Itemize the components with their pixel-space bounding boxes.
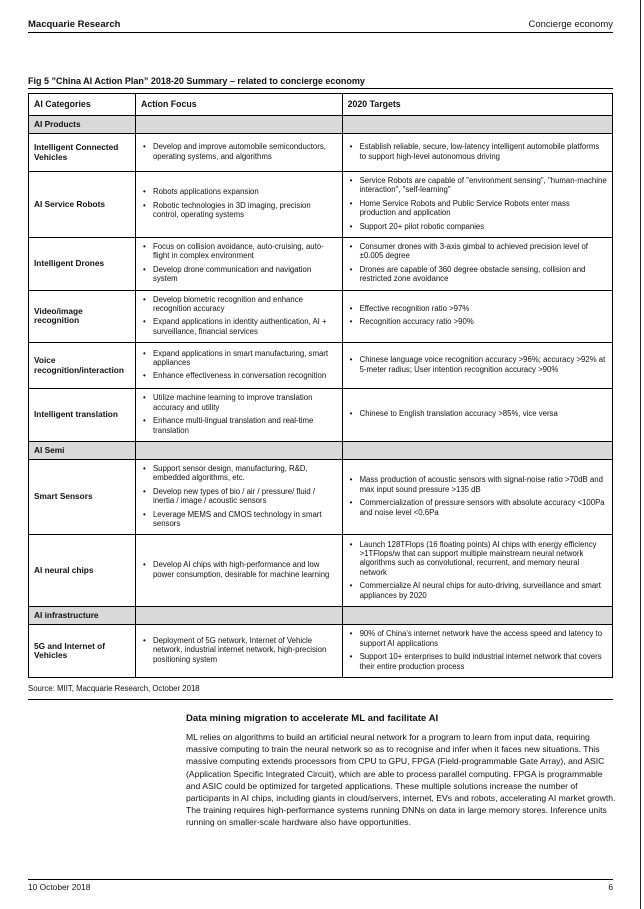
bullet-list: [348, 540, 607, 600]
bullet-item: • Support 20+ pilot robotic companies: [348, 222, 607, 231]
bullet-item: • Enhance effectiveness in conversation recognition: [141, 371, 337, 380]
column-header: AI Categories: [29, 94, 136, 116]
column-header: Action Focus: [135, 94, 342, 116]
bullet-item: • Chinese to English translation accuracy >85%, vice versa: [348, 409, 607, 418]
bullet-list: [348, 355, 607, 374]
bullet-item: • Support sensor design, manufacturing, R&D, embedded algorithms, etc.: [141, 464, 337, 483]
section-label: AI Products: [29, 116, 136, 134]
targets-cell: [342, 172, 612, 238]
section-label: AI infrastructure: [29, 607, 136, 625]
category-cell: AI neural chips: [29, 535, 136, 607]
table-row: [29, 290, 613, 343]
action-focus-cell: [135, 134, 342, 172]
empty-cell: [135, 116, 342, 134]
bullet-item: • Chinese language voice recognition accuracy >96%; accuracy >92% at 5-meter radius; User intention recognition accuracy >90%: [348, 355, 607, 374]
bullet-item: • Focus on collision avoidance, auto-cruising, auto-flight in complex environment: [141, 242, 337, 261]
bullet-item: • Launch 128TFlops (16 floating points) AI chips with energy efficiency >1TFlops/w that can support multiple mainstream neural network algorithms such as convolutional, recurrent, and memory neural network: [348, 540, 607, 578]
targets-cell: [342, 343, 612, 389]
footer-date: 10 October 2018: [28, 882, 91, 892]
bullet-list: [348, 409, 607, 418]
section-row: [29, 116, 613, 134]
bullet-item: • Establish reliable, secure, low-latency intelligent automobile platforms to support high-level autonomous driving: [348, 142, 607, 161]
bullet-list: [141, 636, 337, 664]
empty-cell: [342, 116, 612, 134]
table-row: [29, 172, 613, 238]
table-row: [29, 389, 613, 442]
bullet-list: [348, 304, 607, 327]
action-focus-cell: [135, 290, 342, 343]
bullet-item: • Deployment of 5G network, Internet of Vehicle network, industrial internet network, high-precision positioning system: [141, 636, 337, 664]
bullet-item: • Expand applications in smart manufacturing, smart appliances: [141, 349, 337, 368]
page-edge: [640, 0, 641, 909]
empty-cell: [342, 441, 612, 459]
table-row: [29, 343, 613, 389]
action-focus-cell: [135, 625, 342, 678]
targets-cell: [342, 459, 612, 534]
action-focus-cell: [135, 389, 342, 442]
table-row: [29, 625, 613, 678]
section-heading: Data mining migration to accelerate ML and facilitate AI: [186, 713, 439, 724]
action-focus-cell: [135, 535, 342, 607]
bullet-item: • Robotic technologies in 3D imaging, precision control, operating systems: [141, 201, 337, 220]
table-row: [29, 459, 613, 534]
table-row: [29, 535, 613, 607]
category-cell: Smart Sensors: [29, 459, 136, 534]
page-header: [28, 18, 613, 33]
bullet-list: [141, 142, 337, 161]
bullet-list: [141, 393, 337, 435]
bullet-item: • Develop and improve automobile semiconductors, operating systems, and algorithms: [141, 142, 337, 161]
bullet-item: • 90% of China's internet network have the access speed and latency to support AI applications: [348, 629, 607, 648]
bullet-item: • Consumer drones with 3-axis gimbal to achieved precision level of ±0.005 degree: [348, 242, 607, 261]
bullet-list: [141, 295, 337, 337]
table-row: [29, 238, 613, 291]
bullet-item: • Develop new types of bio / air / pressure/ fluid / inertia / image / acoustic sensors: [141, 487, 337, 506]
bullet-item: • Mass production of acoustic sensors with signal-noise ratio >70dB and max input sound pressure >135 dB: [348, 475, 607, 494]
action-focus-cell: [135, 343, 342, 389]
bullet-item: • Drones are capable of 360 degree obstacle sensing, collision and restricted zone avoidance: [348, 265, 607, 284]
table-header-row: [29, 94, 613, 116]
bullet-item: • Service Robots are capable of "environment sensing", "human-machine interaction", "self-learning": [348, 176, 607, 195]
bullet-item: • Effective recognition ratio >97%: [348, 304, 607, 313]
bullet-list: [141, 349, 337, 381]
report-topic: Concierge economy: [528, 19, 613, 30]
column-header: 2020 Targets: [342, 94, 612, 116]
bullet-item: • Support 10+ enterprises to build industrial internet network that covers their entire production process: [348, 652, 607, 671]
figure-source: Source: MIIT, Macquarie Research, October 2018: [28, 684, 613, 700]
targets-cell: [342, 238, 612, 291]
targets-cell: [342, 290, 612, 343]
publisher-name: Macquarie Research: [28, 19, 121, 30]
ai-action-plan-table: [28, 93, 613, 678]
table-body: [29, 116, 613, 678]
bullet-item: • Home Service Robots and Public Service Robots enter mass production and application: [348, 199, 607, 218]
targets-cell: [342, 389, 612, 442]
bullet-list: [141, 242, 337, 284]
empty-cell: [342, 607, 612, 625]
action-focus-cell: [135, 172, 342, 238]
bullet-item: • Leverage MEMS and CMOS technology in smart sensors: [141, 510, 337, 529]
bullet-item: • Recognition accuracy ratio >90%: [348, 317, 607, 326]
action-focus-cell: [135, 459, 342, 534]
bullet-list: [348, 629, 607, 671]
targets-cell: [342, 625, 612, 678]
bullet-list: [348, 142, 607, 161]
empty-cell: [135, 607, 342, 625]
bullet-item: • Expand applications in identity authentication, AI + surveillance, financial services: [141, 317, 337, 336]
figure-title: Fig 5 ”China AI Action Plan” 2018-20 Summary – related to concierge economy: [28, 76, 613, 89]
bullet-list: [141, 560, 337, 579]
bullet-item: • Develop biometric recognition and enhance recognition accuracy: [141, 295, 337, 314]
section-row: [29, 607, 613, 625]
bullet-item: • Develop drone communication and navigation system: [141, 265, 337, 284]
page-footer: [28, 879, 613, 892]
category-cell: Intelligent Connected Vehicles: [29, 134, 136, 172]
category-cell: AI Service Robots: [29, 172, 136, 238]
targets-cell: [342, 535, 612, 607]
page-number: 6: [608, 882, 613, 892]
targets-cell: [342, 134, 612, 172]
bullet-list: [141, 187, 337, 219]
bullet-item: • Develop AI chips with high-performance and low power consumption, desirable for machine learning: [141, 560, 337, 579]
bullet-item: • Commercialize AI neural chips for auto-driving, surveillance and smart appliances by 2020: [348, 581, 607, 600]
category-cell: 5G and Internet of Vehicles: [29, 625, 136, 678]
bullet-list: [348, 242, 607, 284]
section-row: [29, 441, 613, 459]
bullet-item: • Robots applications expansion: [141, 187, 337, 196]
bullet-item: • Enhance multi-lingual translation and real-time translation: [141, 416, 337, 435]
bullet-list: [141, 464, 337, 528]
category-cell: Intelligent translation: [29, 389, 136, 442]
section-label: AI Semi: [29, 441, 136, 459]
bullet-item: • Utilize machine learning to improve translation accuracy and utility: [141, 393, 337, 412]
category-cell: Intelligent Drones: [29, 238, 136, 291]
action-focus-cell: [135, 238, 342, 291]
table-row: [29, 134, 613, 172]
empty-cell: [135, 441, 342, 459]
bullet-list: [348, 176, 607, 231]
category-cell: Voice recognition/interaction: [29, 343, 136, 389]
body-paragraph: ML relies on algorithms to build an artificial neural network for a program to learn from input data, requiring massive computing to train the neural network so as to recognise and infer when it faces new situations. This massive computing extends processors from CPU to GPU, FPGA (Field-programmable Gate Array), and ASIC (Application Specific Integrated Circuit), which are able to process parallel computing. FPGA is programmable and ASIC could be optimized for targeted applications. These multiple solutions increase the number of participants in AI chips, including giants in cloud/servers, internet, EVs and robots, accelerating AI market growth. The training requires high-performance systems running DNNs on data in large memory stores. Inference units running on smaller-scale hardware also have opportunities.: [186, 732, 616, 828]
bullet-list: [348, 475, 607, 517]
category-cell: Video/image recognition: [29, 290, 136, 343]
bullet-item: • Commercialization of pressure sensors with absolute accuracy <100Pa and noise level <0.6Pa: [348, 498, 607, 517]
